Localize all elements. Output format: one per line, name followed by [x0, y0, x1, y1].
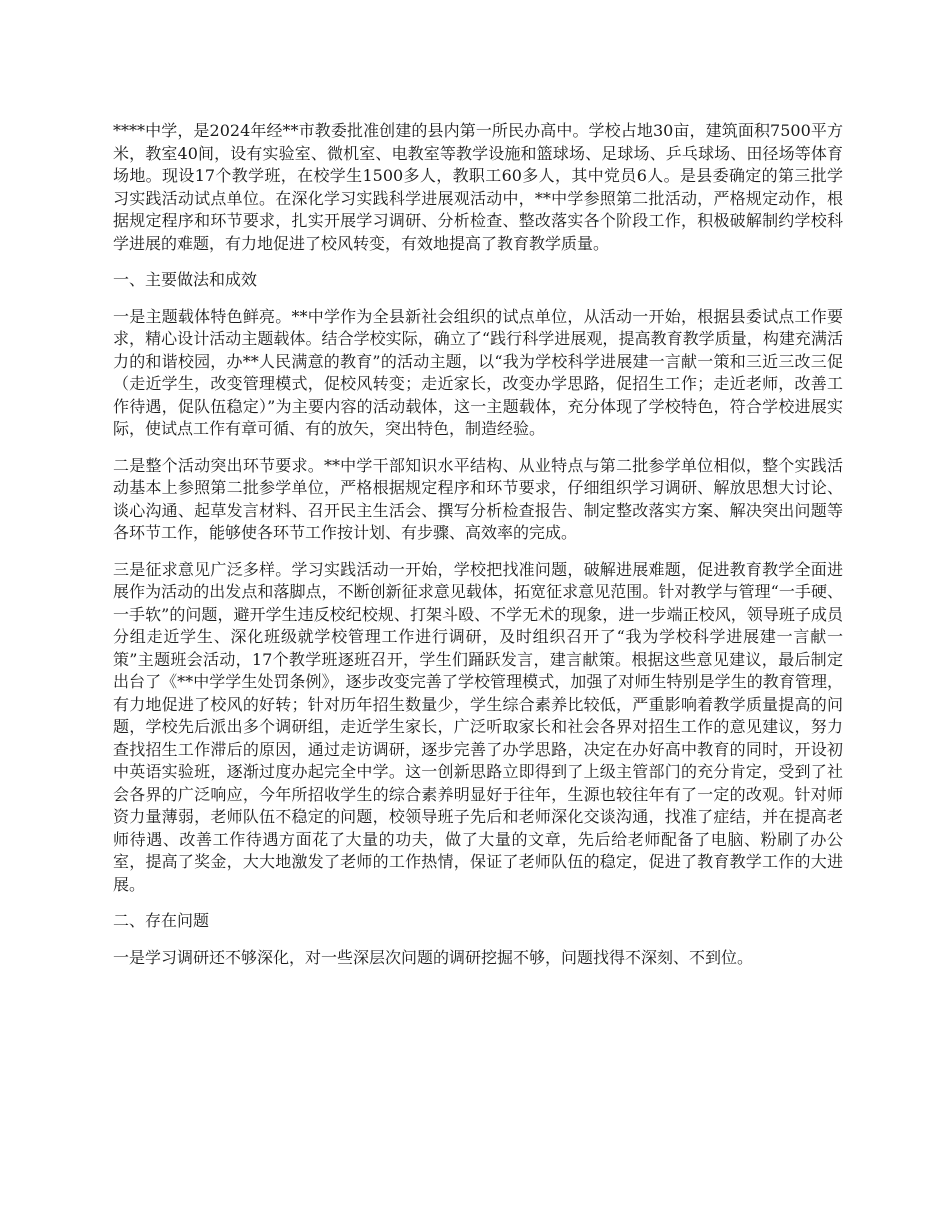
paragraph-solicit-opinions: 三是征求意见广泛多样。学习实践活动一开始，学校把找准问题，破解进展难题，促进教育教学全面进展作为活动的出发点和落脚点，不断创新征求意见载体，拓宽征求意见范围。针对教学与管理“一手硬、一手软”的问题，避开学生违反校纪校规、打架斗殴、不学无术的现象，进一步端正校风，领导班子成员分组走近学生、深化班级就学校管理工作进行调研，及时组织召开了“我为学校科学进展建一言献一策”主题班会活动，17个教学班逐班召开，学生们踊跃发言，建言献策。根据这些意见建议，最后制定出台了《**中学学生处罚条例》，逐步改变完善了学校管理模式，加强了对师生特别是学生的教育管理，有力地促进了校风的好转；针对历年招生数量少，学生综合素养比较低，严重影响着教学质量提高的问题，学校先后派出多个调研组，走近学生家长，广泛听取家长和社会各界对招生工作的意见建议，努力查找招生工作滞后的原因，通过走访调研，逐步完善了办学思路，决定在办好高中教育的同时，开设初中英语实验班，逐渐过度办起完全中学。这一创新思路立即得到了上级主管部门的充分肯定，受到了社会各界的广泛响应，今年所招收学生的综合素养明显好于往年，生源也较往年有了一定的改观。针对师资力量薄弱，老师队伍不稳定的问题，校领导班子先后和老师深化交谈沟通，找准了症结，并在提高老师待遇、改善工作待遇方面花了大量的功夫，做了大量的文章，先后给老师配备了电脑、粉刷了办公室，提高了奖金，大大地激发了老师的工作热情，保证了老师队伍的稳定，促进了教育教学工作的大进展。	[113, 559, 843, 894]
section-heading-main-practices: 一、主要做法和成效	[113, 270, 258, 289]
paragraph-problem-one: 一是学习调研还不够深化，对一些深层次问题的调研挖掘不够，问题找得不深刻、不到位。	[113, 947, 754, 967]
document-body	[113, 120, 843, 983]
paragraph-process-requirements: 二是整个活动突出环节要求。**中学干部知识水平结构、从业特点与第二批参学单位相似，整个实践活动基本上参照第二批参学单位，严格根据规定程序和环节要求，仔细组织学习调研、解放思想大讨论、谈心沟通、起草发言材料、召开民主生活会、撰写分析检查报告、制定整改落实方案、解决突出问题等各环节工作，能够使各环节工作按计划、有步骤、高效率的完成。	[113, 455, 843, 542]
section-heading-existing-problems: 二、存在问题	[113, 911, 210, 930]
paragraph-theme-carrier: 一是主题载体特色鲜亮。**中学作为全县新社会组织的试点单位，从活动一开始，根据县委试点工作要求，精心设计活动主题载体。结合学校实际，确立了“践行科学进展观，提高教育教学质量，构建充满活力的和谐校园，办**人民满意的教育”的活动主题，以“我为学校科学进展建一言献一策和三近三改三促（走近学生，改变管理模式，促校风转变；走近家长，改变办学思路，促招生工作；走近老师，改善工作待遇，促队伍稳定）”为主要内容的活动载体，这一主题载体，充分体现了学校特色，符合学校进展实际，使试点工作有章可循、有的放矢，突出特色，制造经验。	[113, 306, 843, 438]
intro-paragraph: ****中学，是2024年经**市教委批准创建的县内第一所民办高中。学校占地30亩，建筑面积7500平方米，教室40间，设有实验室、微机室、电教室等教学设施和篮球场、足球场、乒乓球场、田径场等体育场地。现设17个教学班，在校学生1500多人，教职工60多人，其中党员6人。是县委确定的第三批学习实践活动试点单位。在深化学习实践科学进展观活动中，**中学参照第二批活动，严格规定动作，根据规定程序和环节要求，扎实开展学习调研、分析检查、整改落实各个阶段工作，积极破解制约学校科学进展的难题，有力地促进了校风转变，有效地提高了教育教学质量。	[113, 121, 843, 253]
